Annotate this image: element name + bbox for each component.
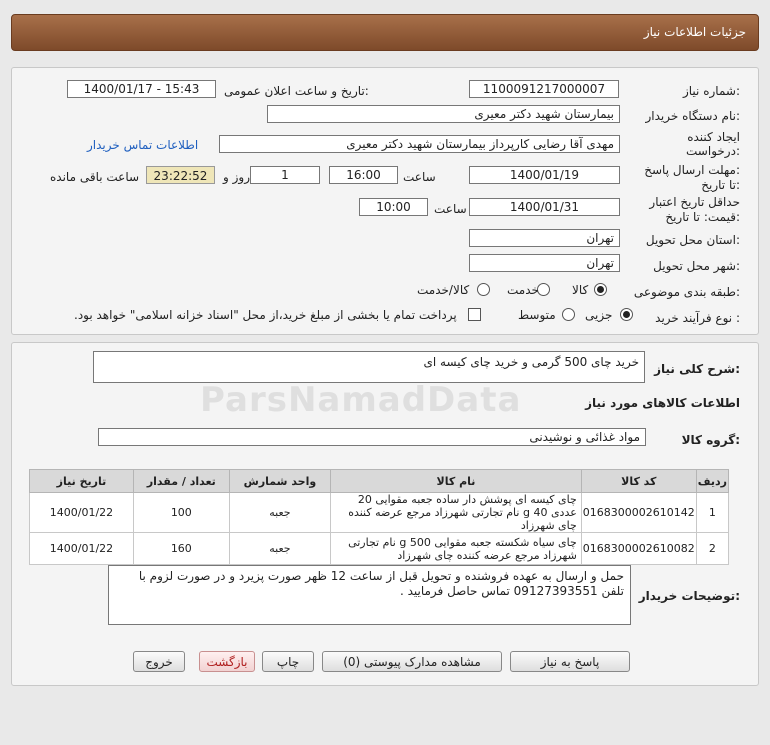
col-header-date: تاریخ نیاز bbox=[30, 470, 134, 493]
deadline-time-label: ساعت bbox=[403, 170, 436, 184]
validity-time-label: ساعت bbox=[434, 202, 467, 216]
print-button[interactable]: چاپ bbox=[262, 651, 314, 672]
cell-code: 0168300002610142 bbox=[581, 493, 696, 533]
province-field: تهران bbox=[469, 229, 620, 247]
items-table-header bbox=[30, 470, 729, 493]
table-row[interactable] bbox=[30, 493, 729, 533]
view-attachments-button[interactable]: مشاهده مدارک پیوستی (0) bbox=[322, 651, 502, 672]
category-radio-service[interactable] bbox=[537, 283, 550, 296]
goods-section-title: اطلاعات کالاهای مورد نیاز bbox=[585, 396, 740, 410]
buyer-notes-label: توضیحات خریدار: bbox=[638, 589, 740, 603]
validity-date-field: 1400/01/31 bbox=[469, 198, 620, 216]
process-option-minor: جزیی bbox=[585, 308, 613, 322]
city-label: شهر محل تحویل: bbox=[653, 259, 740, 273]
back-button[interactable]: بازگشت bbox=[199, 651, 255, 672]
description-field: خرید چای 500 گرمی و خرید چای کیسه ای bbox=[93, 351, 645, 383]
treasury-payment-note: پرداخت تمام یا بخشی از مبلغ خرید،از محل "اسناد خزانه اسلامی" خواهد بود. bbox=[74, 308, 457, 322]
days-remaining-field: 1 bbox=[250, 166, 320, 184]
page-title: جزئیات اطلاعات نیاز bbox=[643, 25, 746, 39]
creator-label-line2: درخواست: bbox=[686, 144, 740, 158]
cell-unit: جعبه bbox=[229, 493, 330, 533]
col-header-qty: تعداد / مقدار bbox=[133, 470, 229, 493]
description-label: شرح کلی نیاز: bbox=[654, 362, 740, 376]
cell-date: 1400/01/22 bbox=[30, 493, 134, 533]
category-option-goods: کالا bbox=[572, 283, 589, 297]
reply-button[interactable]: پاسخ به نیاز bbox=[510, 651, 630, 672]
creator-field: مهدی آقا رضایی کارپرداز بیمارستان شهید دکتر معیری bbox=[219, 135, 620, 153]
validity-label-line1: حداقل تاریخ اعتبار bbox=[649, 195, 740, 209]
buyer-org-field: بیمارستان شهید دکتر معیری bbox=[267, 105, 620, 123]
col-header-name: نام کالا bbox=[331, 470, 582, 493]
buyer-notes-field: حمل و ارسال به عهده فروشنده و تحویل قبل از ساعت 12 ظهر صورت پزیرد و در صورت لزوم با تلفن 09127393551 تماس حاصل فرمایید . bbox=[108, 565, 631, 625]
cell-date: 1400/01/22 bbox=[30, 533, 134, 565]
category-label: طبقه بندی موضوعی: bbox=[633, 285, 740, 299]
cell-row-index: 2 bbox=[696, 533, 728, 565]
col-header-unit: واحد شمارش bbox=[229, 470, 330, 493]
treasury-payment-checkbox[interactable] bbox=[468, 308, 481, 321]
cell-name: چای سیاه شکسته جعبه مقوایی 500 g نام تجارتی شهرزاد مرجع عرضه کننده چای شهرزاد bbox=[331, 533, 582, 565]
validity-time-field: 10:00 bbox=[359, 198, 428, 216]
deadline-date-field: 1400/01/19 bbox=[469, 166, 620, 184]
category-radio-goods[interactable] bbox=[594, 283, 607, 296]
cell-code: 0168300002610082 bbox=[581, 533, 696, 565]
city-field: تهران bbox=[469, 254, 620, 272]
days-label: روز و bbox=[223, 170, 250, 184]
validity-label-line2: قیمت: تا تاریخ: bbox=[665, 210, 740, 224]
buyer-contact-link[interactable]: اطلاعات تماس خریدار bbox=[87, 138, 199, 152]
process-label: نوع فرآیند خرید : bbox=[655, 311, 740, 325]
cell-qty: 160 bbox=[133, 533, 229, 565]
goods-group-label: گروه کالا: bbox=[681, 433, 740, 447]
announce-date-label: تاریخ و ساعت اعلان عمومی: bbox=[224, 84, 369, 98]
exit-button[interactable]: خروج bbox=[133, 651, 185, 672]
province-label: استان محل تحویل: bbox=[645, 233, 740, 247]
deadline-label-line1: مهلت ارسال پاسخ: bbox=[644, 163, 740, 177]
category-radio-goods-service[interactable] bbox=[477, 283, 490, 296]
cell-name: چای کیسه ای پوشش دار ساده جعبه مقوایی 20 عددی 40 g نام تجارتی شهرزاد مرجع عرضه کننده چای شهرزاد bbox=[331, 493, 582, 533]
table-row[interactable] bbox=[30, 533, 729, 565]
col-header-row: ردیف bbox=[696, 470, 728, 493]
announce-date-field: 1400/01/17 - 15:43 bbox=[67, 80, 216, 98]
buyer-org-label: نام دستگاه خریدار: bbox=[645, 109, 740, 123]
goods-group-field: مواد غذائی و نوشیدنی bbox=[98, 428, 646, 446]
cell-qty: 100 bbox=[133, 493, 229, 533]
remaining-time-label: ساعت باقی مانده bbox=[50, 170, 140, 184]
need-number-label: شماره نیاز: bbox=[682, 84, 740, 98]
cell-unit: جعبه bbox=[229, 533, 330, 565]
deadline-label-line2: تا تاریخ: bbox=[701, 178, 740, 192]
category-option-goods-service: کالا/خدمت bbox=[417, 283, 470, 297]
deadline-time-field: 16:00 bbox=[329, 166, 398, 184]
watermark: ParsNamadData bbox=[200, 380, 522, 420]
need-number-field: 1100091217000007 bbox=[469, 80, 619, 98]
process-radio-medium[interactable] bbox=[562, 308, 575, 321]
items-table bbox=[29, 469, 729, 565]
cell-row-index: 1 bbox=[696, 493, 728, 533]
col-header-code: کد کالا bbox=[581, 470, 696, 493]
process-option-medium: متوسط bbox=[518, 308, 556, 322]
page-title-bar bbox=[11, 14, 759, 51]
process-radio-minor[interactable] bbox=[620, 308, 633, 321]
remaining-time-timer: 23:22:52 bbox=[146, 166, 215, 184]
creator-label-line1: ایجاد کننده bbox=[687, 130, 740, 144]
category-option-service: خدمت bbox=[507, 283, 539, 297]
